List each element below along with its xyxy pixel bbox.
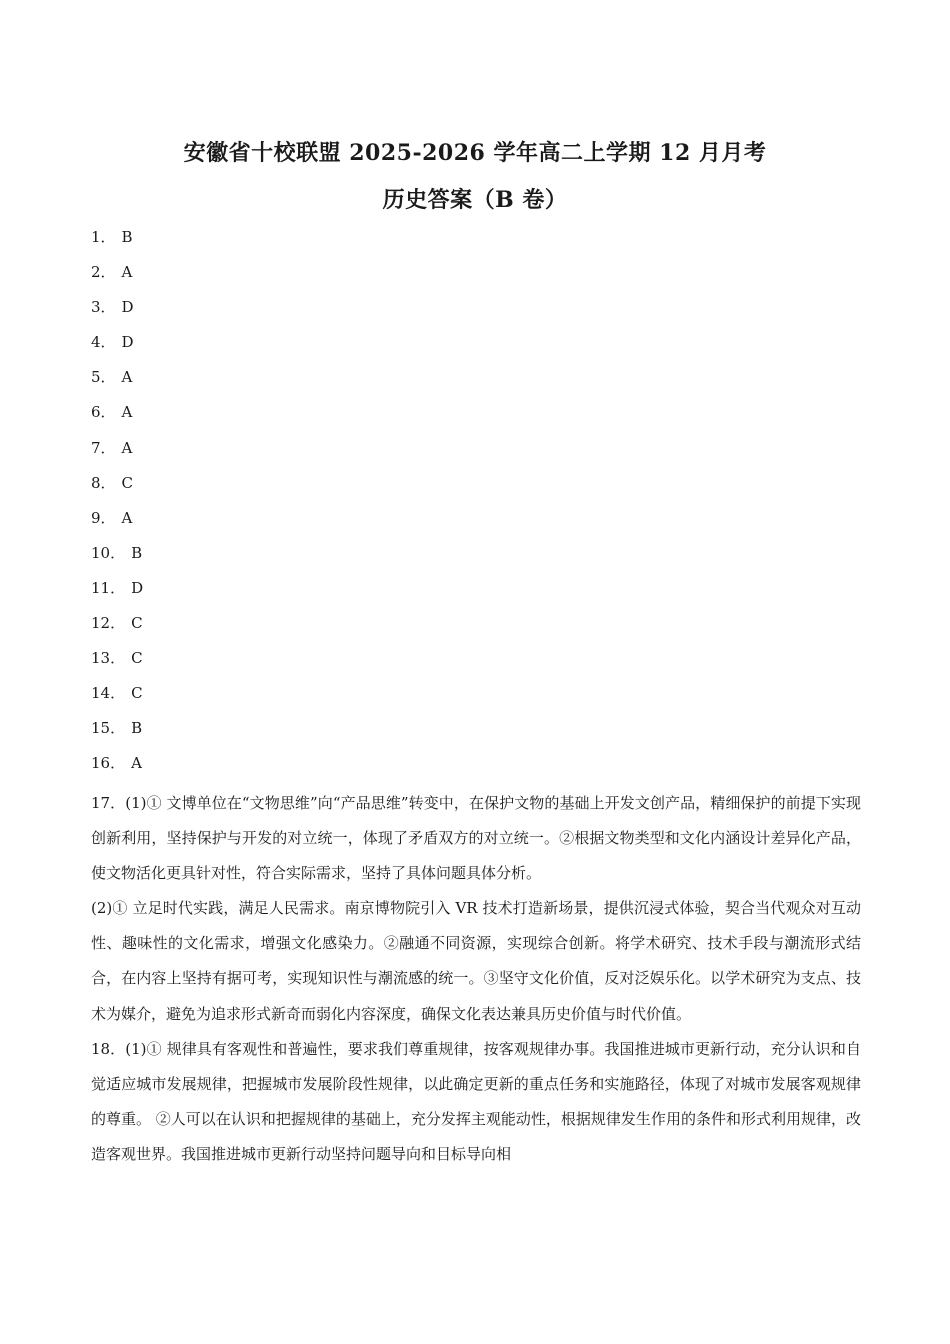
answer-letter: D	[131, 578, 144, 597]
answer-item	[91, 681, 871, 716]
question-number: 9．	[91, 508, 116, 527]
answer-item	[91, 436, 871, 471]
document-title: 安徽省十校联盟 2025-2026 学年高二上学期 12 月月考	[183, 140, 767, 166]
question-number: 16．	[91, 754, 126, 773]
answer-letter: A	[121, 438, 133, 457]
answer-letter: C	[131, 614, 143, 633]
answer-item	[91, 576, 871, 611]
answer-item	[91, 716, 871, 751]
answer-item	[91, 260, 871, 295]
answer-letter: A	[131, 754, 142, 773]
answer-letter: B	[131, 543, 143, 562]
question-number: 13．	[91, 649, 126, 668]
document-subtitle: 历史答案（B 卷）	[382, 187, 568, 213]
answer-letter: C	[131, 649, 143, 668]
answer-item	[91, 751, 871, 786]
essay-answers	[91, 786, 861, 1172]
answer-item	[91, 471, 871, 506]
question-number: 12．	[91, 614, 126, 633]
question-number: 7．	[91, 438, 116, 457]
answer-letter: A	[121, 368, 133, 387]
answer-letter: C	[131, 684, 143, 703]
answer-letter: A	[121, 263, 133, 282]
answer-letter: C	[121, 473, 134, 492]
answer-item	[91, 611, 871, 646]
answer-item	[91, 225, 871, 260]
answer-list	[91, 225, 871, 787]
answer-letter: D	[121, 298, 134, 317]
question-number: 6．	[91, 403, 116, 422]
question-number: 3．	[91, 298, 116, 317]
answer-17-part-1: 17．(1)① 文博单位在“文物思维”向“产品思维”转变中，在保护文物的基础上开发文创产品，精细保护的前提下实现创新利用，坚持保护与开发的对立统一，体现了矛盾双方的对立统一。②根据文物类型和文化内涵设计差异化产品，使文物活化更具针对性，符合实际需求，坚持了具体问题具体分析。	[91, 794, 861, 883]
answer-item	[91, 506, 871, 541]
answer-letter: B	[131, 719, 143, 738]
question-number: 1．	[91, 228, 116, 246]
answer-item	[91, 295, 871, 330]
answer-item	[91, 400, 871, 435]
question-number: 10．	[91, 543, 126, 562]
question-number: 11．	[91, 578, 126, 597]
question-number: 4．	[91, 333, 116, 352]
answer-letter: A	[121, 403, 133, 422]
question-number: 15．	[91, 719, 126, 738]
answer-item	[91, 365, 871, 400]
answer-item	[91, 541, 871, 576]
answer-item	[91, 330, 871, 365]
question-number: 14．	[91, 684, 126, 703]
answer-item	[91, 646, 871, 681]
answer-17-part-2: (2)① 立足时代实践，满足人民需求。南京博物院引入 VR 技术打造新场景，提供沉浸式体验，契合当代观众对互动性、趣味性的文化需求，增强文化感染力。②融通不同资源，实现综合创新。将学术研究、技术手段与潮流形式结合，在内容上坚持有据可考，实现知识性与潮流感的统一。③坚守文化价值，反对泛娱乐化。以学术研究为支点、技术为媒介，避免为追求形式新奇而弱化内容深度，确保文化表达兼具历史价值与时代价值。	[91, 899, 861, 1023]
question-number: 5．	[91, 368, 116, 387]
answer-18-part-1: 18．(1)① 规律具有客观性和普遍性，要求我们尊重规律，按客观规律办事。我国推进城市更新行动，充分认识和自觉适应城市发展规律，把握城市发展阶段性规律，以此确定更新的重点任务和实施路径，体现了对城市发展客观规律的尊重。 ②人可以在认识和把握规律的基础上，充分发挥主观能动性，根据规律发生作用的条件和形式利用规律，改造客观世界。我国推进城市更新行动坚持问题导向和目标导向相	[91, 1039, 861, 1163]
answer-letter: B	[121, 228, 133, 246]
answer-letter: D	[121, 333, 134, 352]
question-number: 2．	[91, 263, 116, 282]
question-number: 8．	[91, 473, 116, 492]
answer-letter: A	[121, 508, 133, 527]
